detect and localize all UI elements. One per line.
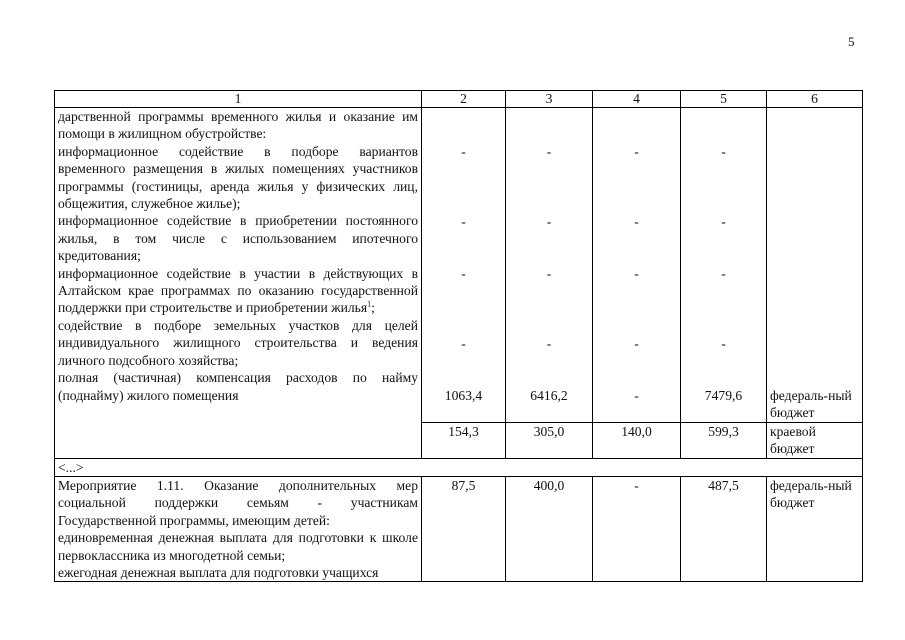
funding-source: федераль-ный бюджет — [770, 388, 852, 421]
dash-value: - — [461, 214, 466, 229]
paragraph — [58, 265, 418, 317]
value: 400,0 — [506, 477, 593, 582]
value: 487,5 — [681, 477, 767, 582]
dash-value: - — [634, 214, 639, 229]
program-table — [54, 90, 863, 582]
dash-value: - — [721, 266, 726, 281]
value: 87,5 — [422, 477, 506, 582]
dash-value: - — [634, 144, 639, 159]
value: - — [593, 477, 681, 582]
dash-value: - — [634, 266, 639, 281]
paragraph: единовременная денежная выплата для подготовки к школе первоклассника из многодетной семьи; — [58, 530, 418, 563]
dash-value: - — [721, 144, 726, 159]
funding-source: краевой бюджет — [767, 422, 863, 458]
dash-value: - — [461, 336, 466, 351]
dash-value: - — [461, 144, 466, 159]
dash-value: - — [546, 214, 552, 229]
value: 305,0 — [506, 422, 593, 458]
paragraph: ежегодная денежная выплата для подготовки учащихся — [58, 565, 379, 581]
paragraph: содействие в подборе земельных участков для целей индивидуального жилищного строительства и ведения личного подсобного хозяйства; — [58, 317, 418, 368]
ellipsis-row — [55, 458, 863, 476]
paragraph-punctuation: ; — [371, 300, 375, 316]
paragraph: информационное содействие в подборе вариантов временного размещения в жилых помещениях участников программы (гостиницы, аренда жилья у физических лиц, общежития, служебное жилье); — [58, 143, 418, 212]
column-number-5: 5 — [681, 91, 767, 108]
column-number-4: 4 — [593, 91, 681, 108]
column-number-6: 6 — [767, 91, 863, 108]
column-header-row — [55, 91, 863, 108]
col5-cell — [681, 108, 767, 423]
col6-cell — [767, 108, 863, 423]
paragraph: полная (частичная) компенсация расходов по найму (поднайму) жилого помещения — [58, 370, 418, 403]
value: 599,3 — [681, 422, 767, 458]
col4-cell — [593, 108, 681, 423]
dash-value: - — [721, 336, 726, 351]
paragraph: дарственной программы временного жилья и оказание им помощи в жилищном обустройстве: — [58, 109, 418, 142]
dash-value: - — [634, 336, 639, 351]
column-number-3: 3 — [506, 91, 593, 108]
omitted-rows-marker: <...> — [55, 458, 863, 476]
col2-cell — [422, 108, 506, 423]
value: 140,0 — [593, 422, 681, 458]
table-row — [55, 477, 863, 582]
value: 7479,6 — [704, 388, 743, 403]
dash-value: - — [721, 214, 726, 229]
value: 1063,4 — [444, 388, 483, 403]
page-number: 5 — [848, 34, 855, 49]
paragraph: информационное содействие в приобретении постоянного жилья, в том числе с использованием ипотечного кредитования; — [58, 213, 418, 264]
paragraph-text: информационное содействие в участии в действующих в Алтайском крае программах по оказанию государственной поддержки при строительстве и приобретении жилья — [58, 265, 418, 316]
value: 6416,2 — [530, 388, 568, 403]
paragraph: Мероприятие 1.11. Оказание дополнительных мер социальной поддержки семьям - участникам Государственной программы, имеющим детей: — [58, 478, 418, 528]
table-row — [55, 108, 863, 423]
footnote-mark: 1 — [367, 299, 372, 309]
column-number-1: 1 — [55, 91, 422, 108]
value: 154,3 — [422, 422, 506, 458]
measures-description — [55, 108, 422, 459]
dash-value: - — [461, 266, 466, 281]
dash-value: - — [546, 336, 552, 351]
measure-1-11-description — [55, 477, 422, 582]
dash-value: - — [546, 144, 552, 159]
funding-source: федераль-ный бюджет — [767, 477, 863, 582]
value: - — [634, 388, 639, 403]
dash-value: - — [546, 266, 552, 281]
col3-cell — [506, 108, 593, 423]
column-number-2: 2 — [422, 91, 506, 108]
